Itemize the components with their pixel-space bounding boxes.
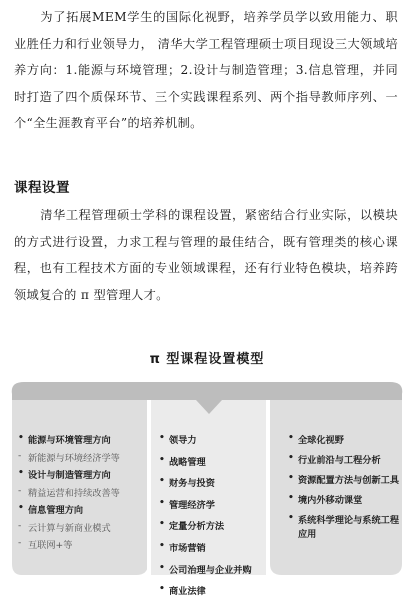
middle-item: [159, 562, 255, 576]
bullet-icon: •: [159, 539, 165, 551]
left-item-label: 信息管理方向: [28, 505, 84, 516]
dash-icon: -: [18, 449, 22, 461]
right-item: [288, 452, 404, 466]
bullet-icon: •: [18, 502, 24, 513]
middle-item: [159, 454, 255, 468]
right-item-label: 系统科学理论与系统工程应用: [298, 515, 400, 540]
dash-icon: -: [18, 519, 22, 531]
bullet-icon: •: [288, 472, 294, 483]
left-item-label: 云计算与新商业模式: [28, 522, 111, 534]
right-item: [288, 472, 404, 486]
middle-item: [159, 518, 255, 532]
right-column: [288, 432, 404, 546]
bullet-icon: •: [159, 432, 165, 443]
bullet-icon: •: [159, 496, 165, 508]
dash-icon: -: [18, 537, 22, 548]
middle-item: [159, 540, 255, 554]
left-item: [18, 485, 146, 499]
bullet-icon: •: [159, 583, 165, 595]
middle-item-label: 战略管理: [169, 456, 206, 468]
bullet-icon: •: [18, 467, 24, 478]
bullet-icon: •: [288, 512, 294, 523]
bullet-icon: •: [288, 492, 294, 503]
right-item-label: 行业前沿与工程分析: [298, 455, 381, 466]
middle-item-label: 领导力: [169, 435, 197, 446]
section-heading: 课程设置: [14, 180, 70, 196]
right-item: [288, 432, 404, 446]
left-item: [18, 537, 146, 551]
intro-paragraph: [14, 4, 398, 137]
gap-right: [266, 400, 270, 575]
right-item-label: 全球化视野: [298, 435, 344, 446]
left-item: [18, 520, 146, 534]
bullet-icon: •: [159, 475, 165, 487]
middle-item-label: 商业法律: [169, 586, 206, 598]
left-item-label: 设计与制造管理方向: [28, 470, 111, 481]
bullet-icon: •: [288, 452, 294, 463]
middle-item-label: 公司治理与企业并购: [169, 564, 252, 576]
middle-column: [159, 432, 255, 605]
left-item: [18, 467, 146, 481]
dash-icon: -: [18, 484, 22, 496]
bullet-icon: •: [18, 432, 24, 443]
right-item: [288, 512, 404, 540]
left-item: [18, 502, 146, 516]
left-item-label: 精益运营和持续改善等: [28, 487, 120, 499]
middle-item: [159, 497, 255, 511]
left-column: [18, 432, 146, 555]
middle-item: [159, 583, 255, 597]
right-item: [288, 492, 404, 506]
left-item-label: 互联网+等: [28, 540, 73, 551]
left-item-label: 新能源与环境经济学等: [28, 452, 120, 464]
intro-text: 为了拓展MEM学生的国际化视野，培养学员学以致用能力、职业胜任力和行业领导力， 清华大学工程管理硕士项目现设三大领域培养方向：1.能源与环境管理；2.设计与制造管理；3.信息管理，并同时打造了四个质保环节、三个实践课程系列、两个指导教师序列、一个“全生涯教育平台”的培养机制。: [14, 10, 398, 130]
bullet-icon: •: [159, 453, 165, 465]
gap-left: [147, 400, 151, 575]
right-item-label: 境内外移动课堂: [298, 495, 363, 506]
middle-item-label: 市场营销: [169, 542, 206, 554]
model-title: π 型课程设置模型: [149, 352, 265, 367]
course-text: 清华工程管理硕士学科的课程设置，紧密结合行业实际，以模块的方式进行设置，力求工程与管理的最佳结合，既有管理类的核心课程，也有工程技术方面的专业领域课程，还有行业特色模块，培养跨领域复合的 π 型管理人才。: [14, 208, 398, 302]
middle-item-label: 定量分析方法: [169, 521, 225, 533]
left-item: [18, 450, 146, 464]
left-item: [18, 432, 146, 446]
middle-item-label: 管理经济学: [169, 499, 215, 511]
right-item-label: 资源配置方法与创新工具: [298, 475, 400, 486]
bullet-icon: •: [159, 561, 165, 573]
pi-top-bar: [12, 382, 403, 400]
bullet-icon: •: [288, 432, 294, 443]
left-item-label: 能源与环境管理方向: [28, 435, 111, 446]
middle-item: [159, 432, 255, 446]
bullet-icon: •: [159, 518, 165, 530]
course-paragraph: [14, 202, 398, 308]
middle-item: [159, 475, 255, 489]
middle-item-label: 财务与投资: [169, 478, 215, 490]
